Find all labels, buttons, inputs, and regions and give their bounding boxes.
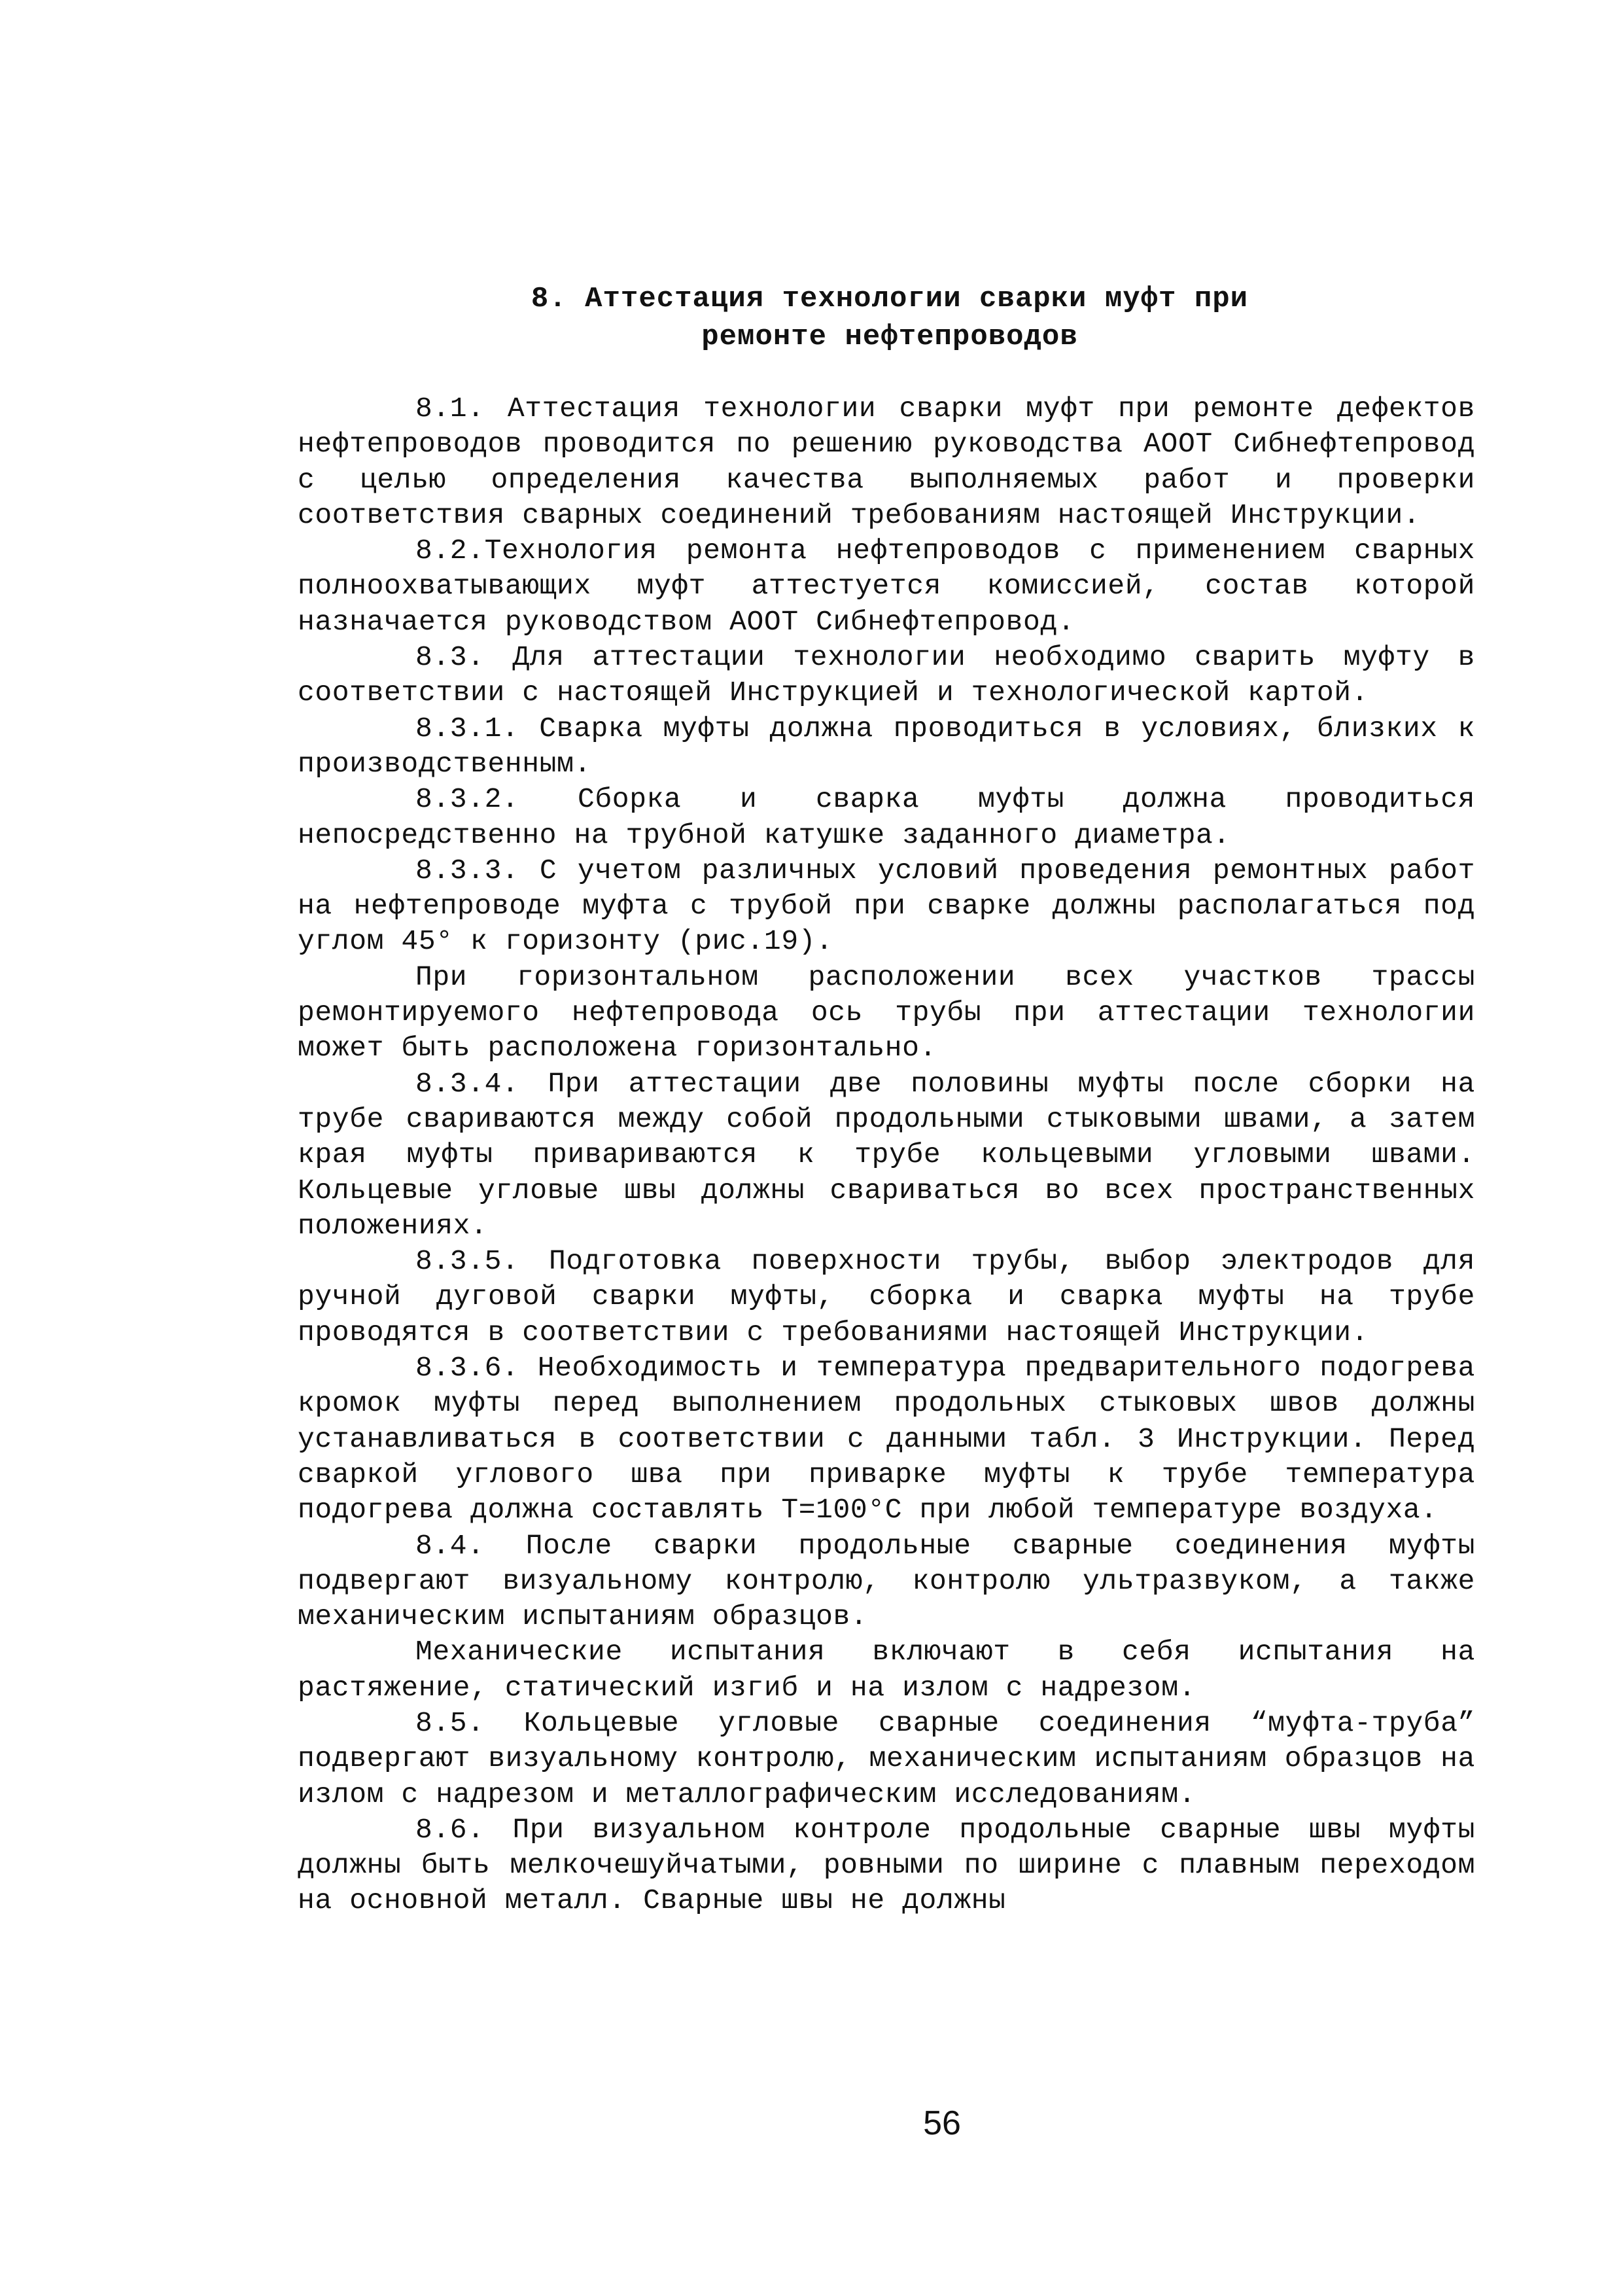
page-number: 56: [923, 2104, 961, 2142]
paragraph-mechanical-tests: Механические испытания включают в себя испытания на растяжение, статический изгиб и на излом с надрезом.: [298, 1636, 1475, 1704]
paragraph-8-2: 8.2.Технология ремонта нефтепроводов с применением сварных полноохватывающих муфт аттестуется комиссией, состав которой назначается руководством АООТ Сибнефтепровод.: [298, 535, 1475, 638]
paragraph-8-3-5: 8.3.5. Подготовка поверхности трубы, выбор электродов для ручной дуговой сварки муфты, сборка и сварка муфты на трубе проводятся в соответствии с требованиями настоящей Инструкции.: [298, 1245, 1475, 1349]
body-text: [298, 391, 1475, 1919]
paragraph-8-3-4: 8.3.4. При аттестации две половины муфты после сборки на трубе свариваются между собой продольными стыковыми швами, а затем края муфты привариваются к трубе кольцевыми угловыми швами. Кольцевые угловые швы должны свариваться во всех пространственных положениях.: [298, 1067, 1475, 1242]
paragraph-horizontal-note: При горизонтальном расположении всех участков трассы ремонтируемого нефтепровода ось трубы при аттестации технологии может быть расположена горизонтально.: [298, 961, 1475, 1065]
paragraph-8-3-3: 8.3.3. С учетом различных условий проведения ремонтных работ на нефтепроводе муфта с трубой при сварке должны располагаться под углом 45° к горизонту (рис.19).: [298, 854, 1475, 958]
section-heading: [301, 280, 1478, 356]
paragraph-8-5: 8.5. Кольцевые угловые сварные соединения “муфта-труба” подвергают визуальному контролю, механическим испытаниям образцов на излом с надрезом и металлографическим исследованиям.: [298, 1706, 1475, 1810]
paragraph-8-3-1: 8.3.1. Сварка муфты должна проводиться в условиях, близких к производственным.: [298, 712, 1475, 780]
paragraph-8-6: 8.6. При визуальном контроле продольные сварные швы муфты должны быть мелкочешуйчатыми, ровными по ширине с плавным переходом на основной металл. Сварные швы не должны: [298, 1813, 1475, 1917]
paragraph-8-4: 8.4. После сварки продольные сварные соединения муфты подвергают визуальному контролю, контролю ультразвуком, а также механическим испытаниям образцов.: [298, 1529, 1475, 1633]
paragraph-8-3-2: 8.3.2. Сборка и сварка муфты должна проводиться непосредственно на трубной катушке заданного диаметра.: [298, 783, 1475, 851]
section-title-line-2: ремонте нефтепроводов: [701, 321, 1078, 353]
section-title-line-1: 8. Аттестация технологии сварки муфт при: [531, 283, 1249, 315]
paragraph-8-3-6: 8.3.6. Необходимость и температура предварительного подогрева кромок муфты перед выполнением продольных стыковых швов должны устанавливаться в соответствии с данными табл. 3 Инструкции. Перед сваркой углового шва при приварке муфты к трубе температура подогрева должна составлять Т=100°С при любой температуре воздуха.: [298, 1352, 1475, 1527]
paragraph-8-1: 8.1. Аттестация технологии сварки муфт при ремонте дефектов нефтепроводов проводится по решению руководства АООТ Сибнефтепровод с целью определения качества выполняемых работ и проверки соответствия сварных соединений требованиям настоящей Инструкции.: [298, 393, 1475, 531]
paragraph-8-3: 8.3. Для аттестации технологии необходимо сварить муфту в соответствии с настоящей Инструкцией и технологической картой.: [298, 641, 1475, 709]
